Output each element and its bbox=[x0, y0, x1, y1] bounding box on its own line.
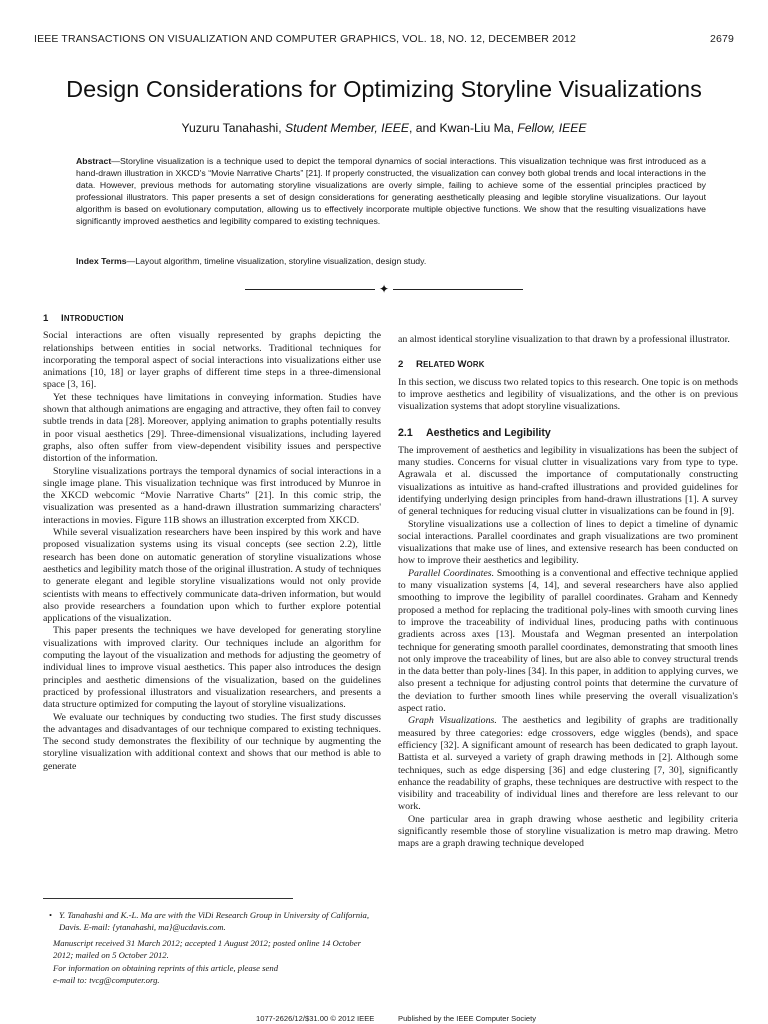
journal-running-title: IEEE TRANSACTIONS ON VISUALIZATION AND COMPUTER GRAPHICS, VOL. 18, NO. 12, DECEMBER 2012 bbox=[34, 33, 577, 45]
paragraph: Yet these techniques have limitations in conveying information. Studies have shown that although animations are engaging and attractive, they often fail to convey subtle trends in data [28]. Moreover, applying animation to graphs potentially results in poor visual aesthetics [29]. Three-dimensional visualizations, including layered graphs, also often suffer from view-dependent visibility issues and perspective distortion of the information. bbox=[43, 391, 381, 465]
author-name: Yuzuru Tanahashi, bbox=[181, 121, 282, 135]
section-heading-related-work: 2 RELATED WORK bbox=[398, 359, 485, 371]
footnote-rule bbox=[43, 898, 293, 899]
divider-rule bbox=[245, 289, 375, 290]
paragraph: We evaluate our techniques by conducting two studies. The first study discusses the advantages and disadvantages of our technique compared to existing techniques. The second study demonstrates the flexibility of our technique by augmenting the storyline visualization with additional context and shows that our method is able to generate bbox=[43, 711, 381, 772]
affiliation-footnote: • Y. Tanahashi and K.-L. Ma are with the ViDi Research Group in University of California, Davis. E-mail: {ytanahashi, ma}@ucdavis.com. bbox=[49, 910, 370, 932]
index-terms-text: —Layout algorithm, timeline visualization, storyline visualization, design study. bbox=[126, 256, 427, 266]
paragraph: One particular area in graph drawing whose aesthetic and legibility criteria significantly resemble those of storyline visualization is metro map drawing. Metro maps are a graph drawing technique developed bbox=[398, 813, 738, 850]
author-membership: Fellow, IEEE bbox=[517, 121, 587, 135]
subsection-heading-aesthetics: 2.1 Aesthetics and Legibility bbox=[398, 427, 551, 440]
divider-ornament-icon: ✦ bbox=[378, 282, 390, 296]
page-number: 2679 bbox=[710, 33, 734, 45]
paragraph: This paper presents the techniques we have developed for generating storyline visualizations with improved clarity. Our techniques include an algorithm for computing the layout of the visualization and methods for adjusting the geometry of individual lines to improve visual aesthetics. This paper also introduces the design principles and aesthetic dimensions of the visualization, based on the guidelines practiced by professional illustrators and visualization researchers, and presents a data structure optimized for computing the layout of storyline visualizations. bbox=[43, 625, 381, 711]
reprints-note: For information on obtaining reprints of this article, please send e-mail to: tvcg@computer.org. bbox=[53, 963, 279, 985]
footnotes bbox=[43, 910, 381, 987]
index-terms-label: Index Terms bbox=[76, 256, 127, 266]
paragraph: While several visualization researchers have been inspired by this work and have proposed visualization systems using its visual concepts (see section 2.2), little research has been done on automatic generation of storyline visualizations whose aesthetics and legibility match those of the original illustration. A study of techniques to generate elegant and legible storyline visualizations would not only provide scientists with means to effectively communicate data-driven information, but would also provide researchers a foundation upon which to further explore potential applications of the visualization. bbox=[43, 527, 381, 625]
right-column bbox=[398, 334, 738, 851]
author-name: , and Kwan-Liu Ma, bbox=[408, 121, 514, 135]
copyright-line: 1077-2626/12/$31.00 © 2012 IEEE bbox=[256, 1014, 375, 1023]
section-divider bbox=[245, 283, 523, 297]
abstract-text: —Storyline visualization is a technique used to depict the temporal dynamics of social interactions. This visualization technique was first introduced as a hand-drawn illustration in XKCD's “Movie Narrative Charts” [21]. If properly constructed, the visualization can convey both global trends and local interactions in the data. However, previous methods for automating storyline visualizations are overly simple, failing to achieve some of the essential principles practiced by professional illustrators. This paper presents a set of design considerations for generating aesthetically pleasing and legible storyline visualizations. Our layout algorithm is based on evolutionary computation, allowing us to effectively incorporate multiple objective functions. We show that the resulting visualizations have significantly improved aesthetics and legibility compared to existing techniques. bbox=[76, 156, 706, 227]
paragraph: Storyline visualizations portrays the temporal dynamics of social interactions in a single image plane. This visualization technique was first introduced by Munroe in the XKCD webcomic “Movie Narrative Charts” [21]. In this comic strip, the visualization was presented as a hand-drawn illustration summarizing characters' interactions in movies. Figure 11B shows an illustration excerpted from XKCD. bbox=[43, 465, 381, 526]
abstract bbox=[76, 155, 706, 228]
bullet-icon: • bbox=[49, 910, 53, 920]
paper-title: Design Considerations for Optimizing Storyline Visualizations bbox=[66, 76, 702, 102]
publisher-line: Published by the IEEE Computer Society bbox=[398, 1014, 537, 1023]
author-line bbox=[0, 121, 768, 135]
paragraph: In this section, we discuss two related topics to this research. One topic is on methods to improve aesthetics and legibility of visualizations, and the other is on previous visualization systems that adopt storyline visualizations. bbox=[398, 376, 738, 413]
left-column bbox=[43, 313, 381, 773]
manuscript-note: Manuscript received 31 March 2012; accepted 1 August 2012; posted online 14 October 2012; mailed on 5 October 2012. bbox=[53, 938, 362, 960]
abstract-label: Abstract bbox=[76, 156, 112, 166]
paragraph: Storyline visualizations use a collection of lines to depict a timeline of dynamic social interactions. Parallel coordinates and graph visualizations are two prominent visualizations that make use of lines, and extensive research has been conducted on how to improve their aesthetics and legibility. bbox=[398, 518, 738, 567]
section-heading-introduction: 1 INTRODUCTION bbox=[43, 313, 124, 324]
paragraph-parallel-coordinates: Parallel Coordinates. Smoothing is a conventional and effective technique applied to many visualization systems [4, 14], and several researchers have also applied smoothing to improve the legibility of parallel coordinates. Graham and Kennedy proposed a method for replacing the traditional poly-lines with smooth curving lines to improve the traceability of individual lines, producing paths with continuous gradients across axes [13]. Moustafa and Wegman presented an interpolation technique for generating smooth parallel coordinates, demonstrating that smooth lines not only improve the traceability of lines, but are also able to convey structural trends in the data better than poly-lines [34]. In this paper, in addition to applying curves, we also present a technique for adjusting control points that determine the curvature of the deviation to further smooth lines while preserving the overall visualization's aspect ratio. bbox=[398, 567, 738, 715]
paragraph: Social interactions are often visually represented by graphs depicting the relationships between entities in social networks. Traditional techniques for incorporating the temporal aspect of social interactions into visualizations either use animations [10, 18] or layer graphs of different time steps in a three-dimensional space [3, 16]. bbox=[43, 330, 381, 391]
paragraph: The improvement of aesthetics and legibility in visualizations has been the subject of many studies. Concerns for visual clutter in visualizations vary from type to type. Agrawala et al. discussed the importance of computationally constructing visualizations as intuitive as hand-crafted illustrations and provided guidelines for identifying underlying design principles from hand-drawn illustrations [1]. A survey of general techniques for reducing visual clutter in visualizations can be found in [9]. bbox=[398, 444, 738, 518]
paragraph: an almost identical storyline visualization to that drawn by a professional illustrator. bbox=[398, 334, 730, 345]
paragraph-graph-visualizations: Graph Visualizations. The aesthetics and legibility of graphs are traditionally measured by three categories: edge crossovers, edge wiggles (bends), and space efficiency [32]. A significant amount of research has been dedicated to graph layout. Battista et al. surveyed a variety of graph drawing methods in [2]. Although some techniques, such as edge dispersing [36] and edge clustering [7, 30], significantly enhance the readability of graphs, these techniques are destructive with respect to the visibility and traceability of individual lines and therefore are less relevant to our work. bbox=[398, 715, 738, 813]
index-terms bbox=[76, 255, 706, 267]
author-membership: Student Member, IEEE bbox=[284, 121, 409, 135]
divider-rule bbox=[393, 289, 523, 290]
running-head bbox=[34, 33, 734, 47]
